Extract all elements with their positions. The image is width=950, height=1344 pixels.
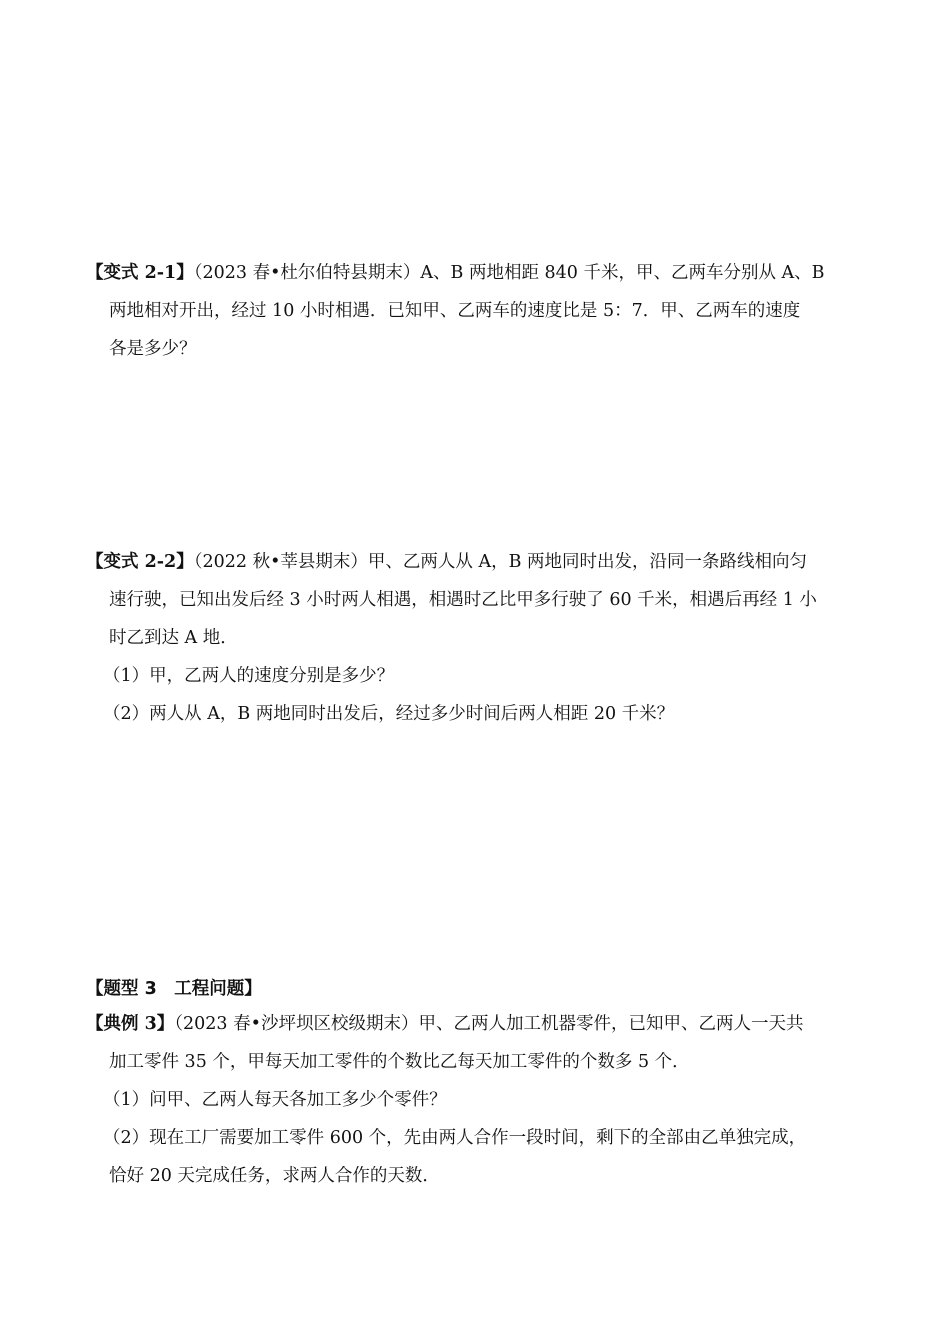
- type-3-heading: 【题型 3 工程问题】: [86, 979, 262, 999]
- variant-2-2-line-2: 速行驶，已知出发后经 3 小时两人相遇，相遇时乙比甲多行驶了 60 千米，相遇后再经 1 小: [109, 590, 817, 610]
- example-3-question-2-line-1: （2）现在工厂需要加工零件 600 个，先由两人合作一段时间，剩下的全部由乙单独完成，: [103, 1128, 807, 1148]
- variant-2-2-question-1: （1）甲，乙两人的速度分别是多少？: [103, 666, 395, 686]
- example-3-tag: 【典例 3】: [86, 1014, 175, 1034]
- variant-2-2-line-3: 时乙到达 A 地．: [109, 628, 238, 648]
- variant-2-1-tag: 【变式 2-1】: [86, 263, 194, 283]
- variant-2-1-text-1: （2023 春•杜尔伯特县期末）A、B 两地相距 840 千米，甲、乙两车分别从 A、B: [193, 263, 825, 283]
- variant-2-2-question-2: （2）两人从 A，B 两地同时出发后，经过多少时间后两人相距 20 千米？: [103, 704, 675, 724]
- variant-2-1-line-1: [86, 254, 876, 292]
- variant-2-2-line-1: [86, 543, 876, 581]
- example-3-question-1: （1）问甲、乙两人每天各加工多少个零件？: [103, 1090, 447, 1110]
- example-3-line-1: [86, 1005, 876, 1043]
- example-3-question-2-line-2: 恰好 20 天完成任务，求两人合作的天数．: [109, 1166, 440, 1186]
- variant-2-2-text-1: （2022 秋•莘县期末）甲、乙两人从 A，B 两地同时出发，沿同一条路线相向匀: [193, 552, 808, 572]
- type-3-section: [86, 973, 876, 1195]
- variant-2-2-tag: 【变式 2-2】: [86, 552, 194, 572]
- example-3-line-2: 加工零件 35 个，甲每天加工零件的个数比乙每天加工零件的个数多 5 个．: [109, 1052, 690, 1072]
- variant-2-1-line-2: 两地相对开出，经过 10 小时相遇．已知甲、乙两车的速度比是 5：7．甲、乙两车的速度: [109, 301, 801, 321]
- variant-2-1: [86, 254, 876, 368]
- variant-2-1-line-3: 各是多少？: [109, 339, 197, 359]
- variant-2-2: [86, 543, 876, 733]
- example-3-text-1: （2023 春•沙坪坝区校级期末）甲、乙两人加工机器零件，已知甲、乙两人一天共: [174, 1014, 804, 1034]
